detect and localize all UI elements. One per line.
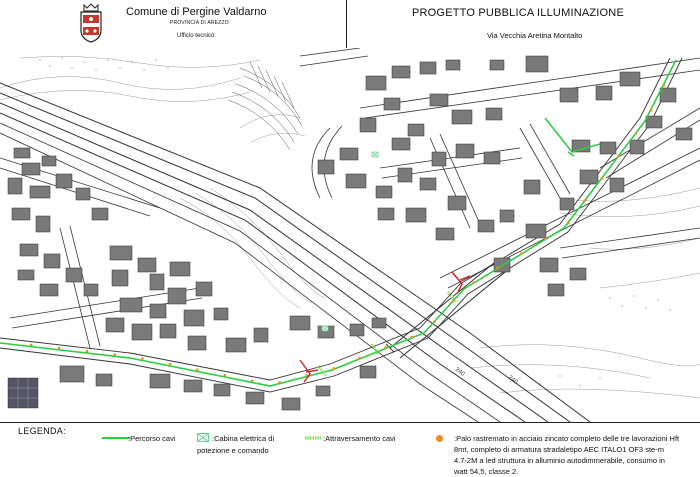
pole-marker	[520, 252, 523, 255]
office-name: Ufficio tecnico	[177, 33, 215, 39]
province-name: PROVINCIA DI AREZZO	[170, 20, 229, 26]
pole-marker	[113, 353, 116, 356]
pole-marker	[452, 300, 455, 303]
pole-marker	[223, 374, 226, 377]
crossing-symbol	[305, 436, 321, 440]
pole-marker	[169, 363, 172, 366]
cable-route-label: :Percorso cavi	[128, 434, 176, 443]
cabinet-label-line-2: potezione e comando	[197, 446, 269, 455]
coat-of-arms-icon	[78, 3, 104, 43]
pole-marker	[333, 367, 336, 370]
solar-field	[8, 378, 38, 408]
pole-description-line-1: :Palo rastremato in acciaio zincato completo delle tre lavorazioni Hft	[454, 434, 680, 443]
pole-description-line-2: 8mt, completo di armatura stradaletipo AEC ITALO1 OF3 ste-m	[454, 445, 664, 454]
title-block	[0, 0, 700, 49]
pole-marker	[251, 379, 254, 382]
legend	[0, 422, 700, 475]
pole-marker	[433, 320, 436, 323]
pole-marker	[472, 281, 475, 284]
pole-marker	[30, 344, 33, 347]
highway-label-240: 240	[506, 374, 519, 386]
cabinet-icon	[197, 433, 209, 442]
pole-marker	[544, 237, 547, 240]
map-canvas	[0, 48, 700, 422]
pole-marker	[410, 336, 413, 339]
pole-description-line-4: watt 54,5, classe 2.	[454, 467, 519, 476]
municipality-name: Comune di Pergine Valdarno	[126, 6, 267, 18]
pole-marker	[584, 199, 587, 202]
map[interactable]	[0, 48, 700, 422]
legend-title: LEGENDA:	[18, 426, 66, 436]
pole-description-line-3: 4.7-2M a led struttura in alluminio autodimmerabile, consumo in	[454, 456, 665, 465]
highway-label-240: 240	[453, 366, 466, 378]
pole-marker	[650, 109, 653, 112]
pole-marker	[141, 357, 144, 360]
pole-marker	[58, 347, 61, 350]
pole-marker	[618, 155, 621, 158]
pole-marker	[601, 177, 604, 180]
crossing-label: :Attraversamento cavi	[323, 434, 396, 443]
pole-marker	[496, 267, 499, 270]
pole-marker	[635, 132, 638, 135]
cabinet-label-line-1: :Cabina elettrica di	[212, 434, 275, 443]
pole-marker	[384, 346, 387, 349]
cable-route-symbol	[102, 437, 130, 439]
pole-marker	[358, 357, 361, 360]
pole-marker	[86, 350, 89, 353]
pole-marker	[567, 222, 570, 225]
pole-marker	[278, 381, 281, 384]
pole-marker	[196, 368, 199, 371]
project-title: PROGETTO PUBBLICA ILLUMINAZIONE	[412, 7, 624, 19]
pole-marker	[663, 84, 666, 87]
pole-symbol	[436, 435, 443, 442]
municipality-block	[0, 0, 347, 48]
project-subtitle: Via Vecchia Aretina Montalto	[487, 31, 583, 40]
pole-description	[454, 433, 698, 477]
